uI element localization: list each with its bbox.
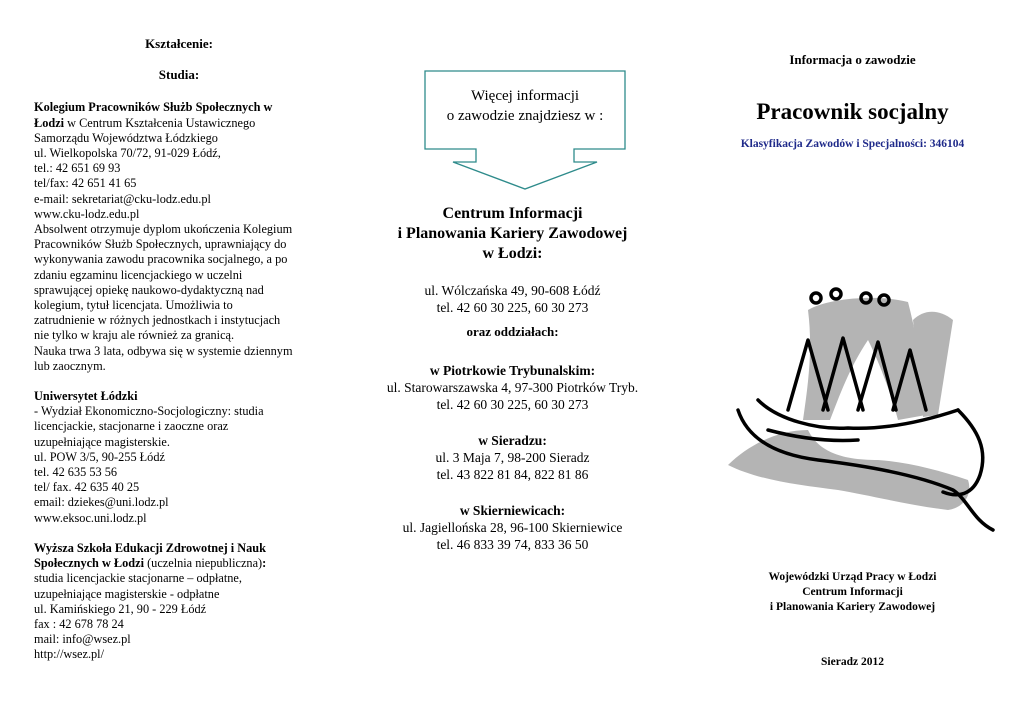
middle-column [360,204,665,553]
branches-heading: oraz oddziałach: [466,324,559,339]
wsez-city: Społecznych w Łodzi [34,556,144,571]
org-block [690,570,1015,615]
wsez-name: Wyższa Szkoła Edukacji Zdrowotnej i Nauk [34,540,266,555]
footer-place-year: Sieradz 2012 [821,656,884,668]
branch-title: w Skierniewicach: [459,503,566,518]
kolegium-line: wykonywania zawodu pracownika socjalnego, a po [34,252,288,267]
branch [360,432,665,483]
info-label: Informacja o zawodzie [789,52,916,67]
branch-address: ul. Starowarszawska 4, 97-300 Piotrków Tryb. [386,380,639,395]
centrum-line2: i Planowania Kariery Zawodowej [397,225,628,242]
kolegium-name-line2 [34,116,324,131]
section-kolegium [34,100,324,374]
wsez-name-line2 [34,556,324,571]
wsez-line: fax : 42 678 78 24 [34,616,124,631]
callout-line2: o zawodzie znajdziesz w : [446,108,604,124]
kolegium-line: lub zaocznym. [34,358,106,373]
hands-holding-people-icon [718,280,1008,532]
kolegium-line: sprawującej opiekę naukowo-dydaktyczną nad [34,282,264,297]
kolegium-city: Łodzi [34,115,65,130]
kolegium-line: Pracowników Służb Społecznych, uprawniający do [34,237,287,252]
kolegium-line: www.cku-lodz.edu.pl [34,206,140,221]
wsez-line: ul. Kamińskiego 21, 90 - 229 Łódź [34,601,207,616]
branches-list [360,362,665,553]
uniwersytet-line: licencjackie, stacjonarne i zaoczne oraz [34,419,229,434]
wsez-line: uzupełniające magisterskie - odpłatne [34,586,220,601]
wsez-line: mail: info@wsez.pl [34,632,131,647]
uniwersytet-details [34,404,324,526]
branch-address: ul. Jagiellońska 28, 96-100 Skierniewice [402,520,623,535]
branch [360,502,665,553]
centrum-line3: w Łodzi: [482,245,543,262]
uniwersytet-line: email: dziekes@uni.lodz.pl [34,495,169,510]
uniwersytet-line: tel. 42 635 53 56 [34,465,117,480]
kolegium-details [34,131,324,374]
kolegium-line: Samorządu Województwa Łódzkiego [34,130,218,145]
kolegium-line: tel.: 42 651 69 93 [34,161,121,176]
section-wsez [34,541,324,663]
kolegium-line: e-mail: sekretariat@cku-lodz.edu.pl [34,191,211,206]
kolegium-center: w Centrum Kształcenia Ustawicznego [64,115,256,130]
wsez-details [34,571,324,662]
section-uniwersytet [34,389,324,526]
right-footer [690,570,1015,668]
branch-address: ul. 3 Maja 7, 98-200 Sieradz [435,450,590,465]
kolegium-line: ul. Wielkopolska 70/72, 91-029 Łódź, [34,146,221,161]
left-column [34,0,324,663]
org-line2: Centrum Informacji [802,586,903,598]
kolegium-line: kolegium, tytuł licencjata. Umożliwia to [34,298,233,313]
uniwersytet-line: ul. POW 3/5, 90-255 Łódź [34,449,165,464]
uniwersytet-name: Uniwersytet Łódzki [34,389,138,404]
centrum-phone: tel. 42 60 30 225, 60 30 273 [436,300,589,315]
kolegium-line: Nauka trwa 3 lata, odbywa się w systemie dziennym [34,343,293,358]
branch-title: w Piotrkowie Trybunalskim: [429,363,596,378]
kolegium-name: Kolegium Pracowników Służb Społecznych w [34,100,273,115]
kolegium-line: Absolwent otrzymuje dyplom ukończenia Kolegium [34,222,293,237]
branch-phone: tel. 46 833 39 74, 833 36 50 [436,537,589,552]
heading-ksztalcenie: Kształcenie: [145,36,213,51]
uniwersytet-line: tel/ fax. 42 635 40 25 [34,480,140,495]
org-line3: i Planowania Kariery Zawodowej [769,601,936,613]
wsez-line: studia licencjackie stacjonarne – odpłatne, [34,571,242,586]
wsez-line: http://wsez.pl/ [34,647,105,662]
org-line1: Wojewódzki Urząd Pracy w Łodzi [768,571,937,583]
branch-phone: tel. 43 822 81 84, 822 81 86 [436,467,589,482]
right-column [690,0,1015,150]
kolegium-line: nie tylko w kraju ale również za granicą. [34,328,235,343]
centrum-contact [360,282,665,316]
wsez-note: (uczelnia niepubliczna) [144,556,263,571]
uniwersytet-line: www.eksoc.uni.lodz.pl [34,510,147,525]
centrum-title [360,204,665,264]
centrum-address: ul. Wólczańska 49, 90-608 Łódź [424,283,601,298]
page-title: Pracownik socjalny [756,99,949,124]
classification: Klasyfikacja Zawodów i Specjalności: 346104 [740,138,965,150]
branch-phone: tel. 42 60 30 225, 60 30 273 [436,397,589,412]
uniwersytet-line: uzupełniające magisterskie. [34,434,170,449]
callout-text [424,86,626,126]
centrum-line1: Centrum Informacji [442,205,583,222]
branch-title: w Sieradzu: [478,433,547,448]
wsez-colon: : [262,556,267,571]
heading-studia: Studia: [158,67,200,83]
uniwersytet-line: - Wydział Ekonomiczno-Socjologiczny: studia [34,404,264,419]
branch [360,362,665,413]
kolegium-line: zatrudnienie w różnych jednostkach i instytucjach [34,313,281,328]
callout-line1: Więcej informacji [470,88,580,104]
kolegium-line: tel/fax: 42 651 41 65 [34,176,137,191]
kolegium-line: zdaniu egzaminu licencjackiego w uczelni [34,267,243,282]
